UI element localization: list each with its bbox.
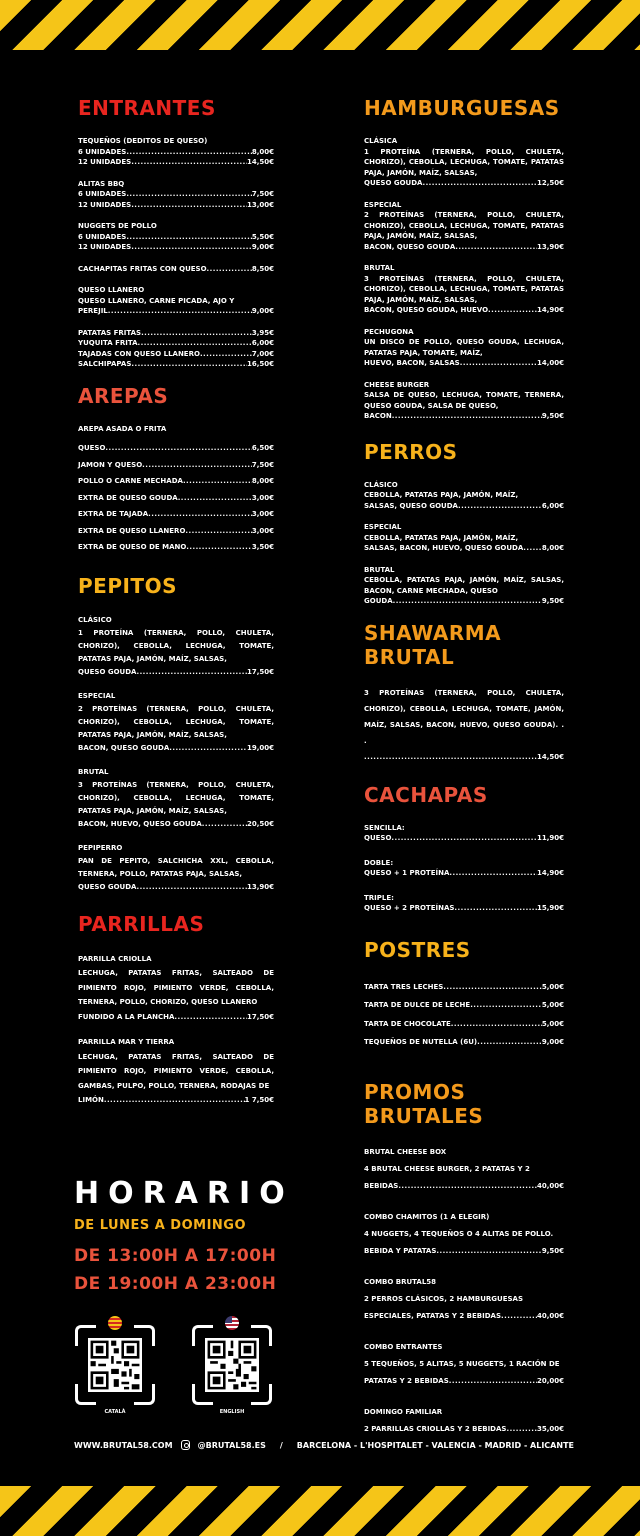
- price-row: 6 UNIDADES . . . 7,50€: [78, 189, 274, 200]
- price-row: FUNDIDO A LA PLANCHA . . . 17,50€: [78, 1010, 274, 1025]
- website-link[interactable]: WWW.BRUTAL58.COM: [74, 1440, 173, 1450]
- price-row: HUEVO, BACON, SALSAS . . . 14,00€: [364, 358, 564, 369]
- price-row: EXTRA DE TAJADA . . . 3,00€: [78, 506, 274, 523]
- item-name: ESPECIAL: [364, 200, 402, 209]
- section-title-cachapas: CACHAPAS: [364, 782, 488, 807]
- footer-separator: /: [279, 1440, 283, 1450]
- horario-title: HORARIO: [74, 1176, 294, 1211]
- price-row: QUESO GOUDA . . . 13,90€: [78, 881, 274, 894]
- section-perros: [364, 440, 564, 607]
- price-row: QUESO + 2 PROTEÍNAS . . . 15,90€: [364, 903, 564, 914]
- price-row: PEREJIL . . . 9,00€: [78, 306, 274, 317]
- us-flag-icon: [225, 1316, 239, 1330]
- section-entrantes: [78, 96, 274, 370]
- item-description: LECHUGA, PATATAS FRITAS, SALTEADO DE PIMIENTO ROJO, PIMIENTO VERDE, CEBOLLA, TERNERA, POLLO, CHORIZO, QUESO LLANERO: [78, 969, 274, 1006]
- qr-label-catala: CATALÀ: [104, 1409, 126, 1415]
- section-title-arepas: AREPAS: [78, 383, 169, 408]
- price-row: POLLO O CARNE MECHADA . . . 8,00€: [78, 473, 274, 490]
- item-description: CEBOLLA, PATATAS PAJA, JAMÓN, MAÍZ, SALSAS, BACON, CARNE MECHADA, QUESO: [364, 576, 564, 595]
- item-name: PARRILLA MAR Y TIERRA: [78, 1038, 175, 1046]
- price-row: LIMÓN . . . 1 7,50€: [78, 1093, 274, 1108]
- item-description: 2 PROTEÍNAS (TERNERA, POLLO, CHULETA, CHORIZO), CEBOLLA, LECHUGA, TOMATE, PATATAS PAJA, JAMÓN, MAÍZ, SALSAS,: [78, 704, 274, 739]
- price-row: SALSAS, BACON, HUEVO, QUESO GOUDA . . . 8,00€: [364, 543, 564, 554]
- price-row: 12 UNIDADES . . . 9,00€: [78, 242, 274, 253]
- item-name: SENCILLA:: [364, 823, 405, 832]
- item-name: CLÁSICO: [364, 480, 398, 489]
- horario-days: DE LUNES A DOMINGO: [74, 1218, 247, 1233]
- section-title-entrantes: ENTRANTES: [78, 96, 216, 120]
- section-cachapas: [364, 783, 564, 914]
- price-row: JAMON Y QUESO . . . 7,50€: [78, 457, 274, 474]
- item-name: BRUTAL: [78, 767, 109, 776]
- item-description: LECHUGA, PATATAS FRITAS, SALTEADO DE PIMIENTO ROJO, PIMIENTO VERDE, CEBOLLA, GAMBAS, PULPO, POLLO, TERNERA, RODAJAS DE: [78, 1052, 274, 1090]
- item-description: 3 PROTEÍNAS (TERNERA, POLLO, CHULETA, CHORIZO), CEBOLLA, LECHUGA, TOMATE, PATATAS PAJA, JAMÓN, MAÍZ, SALSAS,: [78, 780, 274, 815]
- item-description: 5 TEQUEÑOS, 5 ALITAS, 5 NUGGETS, 1 RACIÓN DE: [364, 1359, 560, 1368]
- item-description: 2 PERROS CLÁSICOS, 2 HAMBURGUESAS: [364, 1294, 523, 1303]
- price-row: TARTA TRES LECHES . . . 5,00€: [364, 978, 564, 997]
- left-column: [78, 96, 274, 1119]
- item-description: 1 PROTEÍNA (TERNERA, POLLO, CHULETA, CHORIZO), CEBOLLA, LECHUGA, TOMATE, PATATAS PAJA, JAMÓN, MAÍZ, SALSAS,: [78, 628, 274, 663]
- section-title-shawarma: SHAWARMA BRUTAL: [364, 620, 502, 669]
- catalan-flag-icon: [108, 1316, 122, 1330]
- item-description: 2 PROTEÍNAS (TERNERA, POLLO, CHULETA, CHORIZO), CEBOLLA, LECHUGA, TOMATE, PATATAS PAJA, JAMÓN, MAÍZ, SALSAS,: [364, 211, 564, 240]
- item-name: DOMINGO FAMILIAR: [364, 1407, 443, 1416]
- price-row: TAJADAS CON QUESO LLANERO . . . 7,00€: [78, 349, 274, 360]
- section-title-pepitos: PEPITOS: [78, 573, 177, 598]
- instagram-icon: [181, 1440, 190, 1450]
- price-row: EXTRA DE QUESO LLANERO . . . 3,00€: [78, 523, 274, 540]
- footer: [74, 1440, 574, 1450]
- price-row: SALCHIPAPAS . . . 16,50€: [78, 359, 274, 370]
- item-description: 1 PROTEÍNA (TERNERA, POLLO, CHULETA, CHORIZO), CEBOLLA, LECHUGA, TOMATE, PATATAS PAJA, JAMÓN, MAÍZ, SALSAS,: [364, 147, 564, 177]
- price-row: ESPECIALES, PATATAS Y 2 BEBIDAS . . . 40,00€: [364, 1308, 564, 1325]
- price-row: PATATAS FRITAS . . . 3,95€: [78, 328, 274, 339]
- section-arepas: [78, 384, 274, 556]
- price-row: 6 UNIDADES . . . 5,50€: [78, 232, 274, 243]
- price-row: BEBIDAS . . . 40,00€: [364, 1178, 564, 1195]
- price-row: TARTA DE CHOCOLATE . . . 5,00€: [364, 1015, 564, 1034]
- qr-code-english[interactable]: [192, 1325, 272, 1415]
- item-name: TRIPLE:: [364, 893, 394, 902]
- price-row: BACON . . . 9,50€: [364, 411, 564, 422]
- price-row: 12 UNIDADES . . . 14,50€: [78, 157, 274, 168]
- item-description: 4 NUGGETS, 4 TEQUEÑOS O 4 ALITAS DE POLLO.: [364, 1229, 554, 1238]
- item-description: SALSA DE QUESO, LECHUGA, TOMATE, TERNERA, QUESO GOUDA, SALSA DE QUESO,: [364, 391, 564, 410]
- price-row: QUESO + 1 PROTEÍNA . . . 14,90€: [364, 868, 564, 879]
- section-title-hamburguesas: HAMBURGUESAS: [364, 96, 560, 120]
- price-row: TEQUEÑOS DE NUTELLA (6U) . . . 9,00€: [364, 1033, 564, 1052]
- item-name: DOBLE:: [364, 858, 394, 867]
- price-row: PATATAS Y 2 BEBIDAS . . . 20,00€: [364, 1373, 564, 1390]
- item-heading: NUGGETS DE POLLO: [78, 222, 157, 230]
- section-title-postres: POSTRES: [364, 937, 471, 962]
- item-description: CEBOLLA, PATATAS PAJA, JAMÓN, MAÍZ,: [364, 533, 519, 542]
- footer-cities: BARCELONA - L'HOSPITALET - VALENCIA - MADRID - ALICANTE: [296, 1440, 574, 1450]
- section-title-parrillas: PARRILLAS: [78, 911, 205, 936]
- qr-label-english: ENGLISH: [219, 1409, 245, 1415]
- qr-code-catala[interactable]: [75, 1325, 155, 1415]
- horario-time-1: DE 13:00H A 17:00H: [74, 1246, 277, 1266]
- price-row: GOUDA . . . 9,50€: [364, 596, 564, 607]
- horario-time-2: DE 19:00H A 23:00H: [74, 1274, 277, 1294]
- item-name: PARRILLA CRIOLLA: [78, 954, 152, 963]
- price-row: 12 UNIDADES . . . 13,00€: [78, 200, 274, 211]
- item-heading: AREPA ASADA O FRITA: [78, 424, 167, 433]
- price-row: TARTA DE DULCE DE LECHE . . . 5,00€: [364, 996, 564, 1015]
- section-title-perros: PERROS: [364, 439, 458, 464]
- price-row: YUQUITA FRITA . . . 6,00€: [78, 338, 274, 349]
- item-name: COMBO CHAMITOS (1 A ELEGIR): [364, 1212, 490, 1221]
- item-heading: ALITAS BBQ: [78, 179, 125, 188]
- price-row: . . . 14,50€: [364, 749, 564, 765]
- item-name: CHEESE BURGER: [364, 380, 430, 389]
- item-description: CEBOLLA, PATATAS PAJA, JAMÓN, MAÍZ,: [364, 491, 519, 499]
- price-row: 6 UNIDADES . . . 8,00€: [78, 147, 274, 158]
- section-postres: [364, 938, 564, 1052]
- qr-code-icon: [205, 1338, 259, 1392]
- section-parrillas: [78, 912, 274, 1108]
- price-row: SALSAS, QUESO GOUDA . . . 6,00€: [364, 501, 564, 512]
- item-name: BRUTAL: [364, 565, 395, 574]
- section-title-promos: PROMOS BRUTALES: [364, 1079, 484, 1128]
- item-description: 3 PROTEÍNAS (TERNERA, POLLO, CHULETA, CHORIZO), CEBOLLA, LECHUGA, TOMATE, JAMÓN, MAÍZ, SALSAS, BACON, HUEVO, QUESO GOUDA). . .: [364, 688, 564, 745]
- item-name: COMBO ENTRANTES: [364, 1342, 443, 1351]
- item-name: CLÁSICO: [78, 615, 112, 624]
- instagram-handle[interactable]: @BRUTAL58.ES: [197, 1440, 266, 1450]
- price-row: EXTRA DE QUESO GOUDA . . . 3,00€: [78, 490, 274, 507]
- item-description: QUESO LLANERO, CARNE PICADA, AJO Y: [78, 296, 235, 305]
- hazard-stripes-bottom: [0, 1486, 640, 1536]
- item-heading: TEQUEÑOS (DEDITOS DE QUESO): [78, 137, 208, 145]
- item-name: PEPIPERRO: [78, 843, 123, 852]
- price-row: QUESO GOUDA . . . 12,50€: [364, 178, 564, 189]
- price-row: BACON, QUESO GOUDA . . . 13,90€: [364, 242, 564, 253]
- price-row: BEBIDA Y PATATAS . . . 9,50€: [364, 1243, 564, 1260]
- item-description: 3 PROTEÍNAS (TERNERA, POLLO, CHULETA, CHORIZO), CEBOLLA, LECHUGA, TOMATE, PATATAS PAJA, JAMÓN, MAÍZ, SALSAS,: [364, 274, 564, 304]
- price-row: EXTRA DE QUESO DE MANO . . . 3,50€: [78, 539, 274, 556]
- item-heading: QUESO LLANERO: [78, 286, 145, 294]
- item-description: 4 BRUTAL CHEESE BURGER, 2 PATATAS Y 2: [364, 1164, 530, 1173]
- price-row: 2 PARRILLAS CRIOLLAS Y 2 BEBIDAS . . . 35,00€: [364, 1421, 564, 1438]
- item-name: BRUTAL: [364, 264, 395, 272]
- section-shawarma: [364, 621, 564, 765]
- price-row: BACON, QUESO GOUDA . . . 19,00€: [78, 742, 274, 755]
- hazard-stripes-top: [0, 0, 640, 50]
- item-name: ESPECIAL: [78, 691, 116, 700]
- price-row: BACON, QUESO GOUDA, HUEVO . . . 14,90€: [364, 305, 564, 316]
- section-pepitos: [78, 574, 274, 894]
- price-row: QUESO . . . 11,90€: [364, 833, 564, 844]
- price-row: CACHAPITAS FRITAS CON QUESO . . . 8,50€: [78, 264, 274, 275]
- item-name: COMBO BRUTAL58: [364, 1277, 437, 1286]
- price-row: QUESO . . . 6,50€: [78, 440, 274, 457]
- qr-code-icon: [88, 1338, 142, 1392]
- item-description: PAN DE PEPITO, SALCHICHA XXL, CEBOLLA, TERNERA, POLLO, PATATAS PAJA, SALSAS,: [78, 856, 274, 878]
- item-name: PECHUGONA: [364, 327, 414, 336]
- section-promos: [364, 1080, 564, 1438]
- item-description: UN DISCO DE POLLO, QUESO GOUDA, LECHUGA, PATATAS PAJA, TOMATE, MAÍZ,: [364, 338, 564, 357]
- item-name: BRUTAL CHEESE BOX: [364, 1147, 447, 1156]
- price-row: BACON, HUEVO, QUESO GOUDA . . . 20,50€: [78, 818, 274, 831]
- item-name: CLÁSICA: [364, 137, 398, 145]
- section-hamburguesas: [364, 96, 564, 422]
- item-name: ESPECIAL: [364, 523, 402, 531]
- right-column: [364, 96, 564, 1449]
- price-row: QUESO GOUDA . . . 17,50€: [78, 666, 274, 679]
